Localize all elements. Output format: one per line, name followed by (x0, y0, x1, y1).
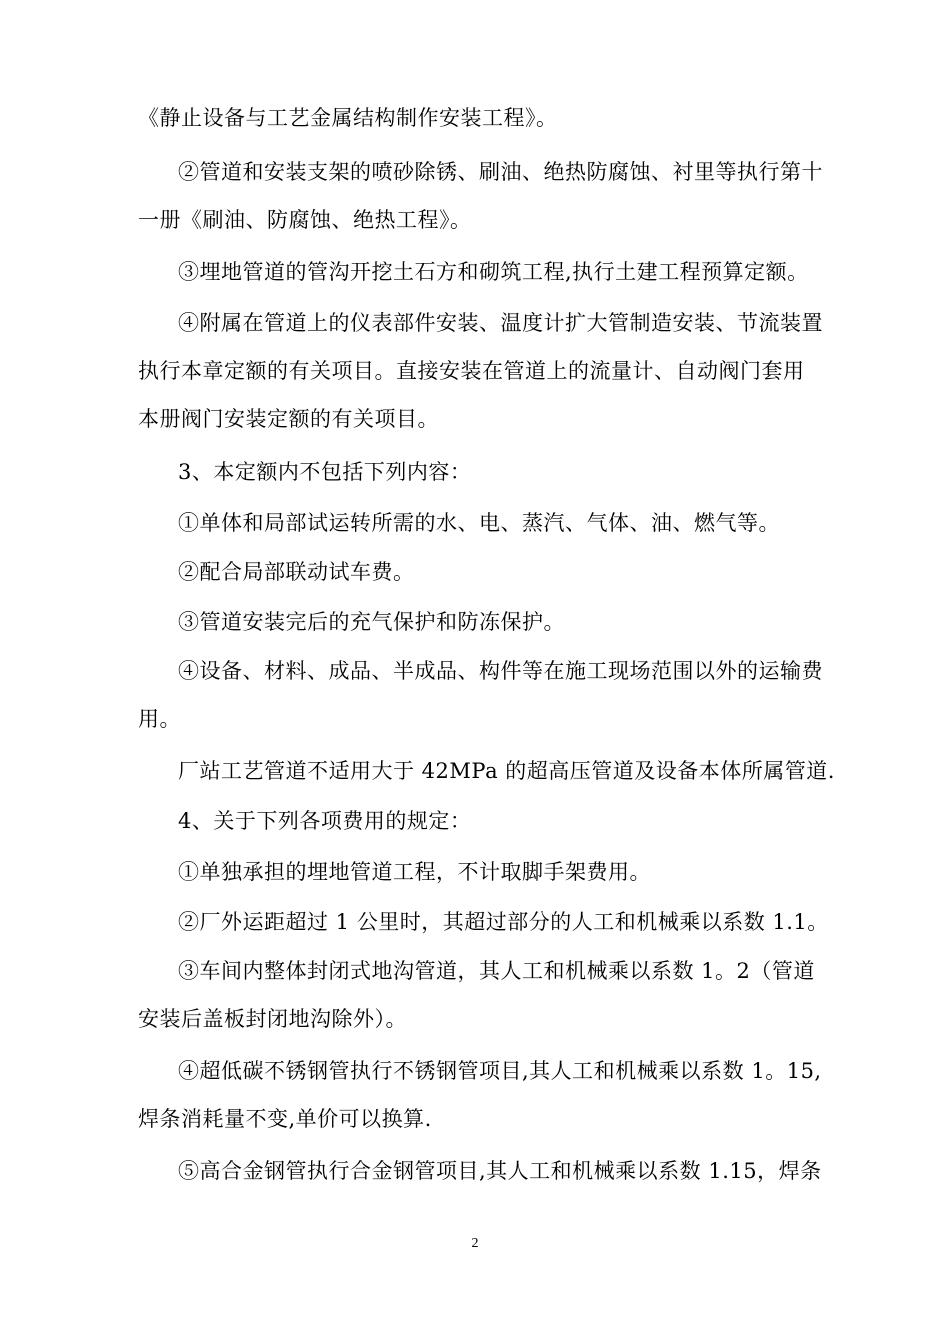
text-line: 4、关于下列各项费用的规定： (178, 809, 472, 833)
text-line: ③埋地管道的管沟开挖土石方和砌筑工程,执行土建工程预算定额。 (178, 260, 809, 284)
text-line: 3、本定额内不包括下列内容： (178, 460, 472, 484)
text-line: 《静止设备与工艺金属结构制作安装工程》。 (138, 106, 558, 130)
text-line: ③管道安装完后的充气保护和防冻保护。 (178, 610, 565, 634)
text-line: 厂站工艺管道不适用大于 42MPa 的超高压管道及设备本体所属管道. (178, 759, 835, 783)
text-line: ①单体和局部试运转所需的水、电、蒸汽、气体、油、燃气等。 (178, 511, 780, 535)
text-line: ②配合局部联动试车费。 (178, 560, 415, 584)
text-line: ②厂外运距超过 1 公里时，其超过部分的人工和机械乘以系数 1.1。 (178, 910, 829, 934)
text-line: ④超低碳不锈钢管执行不锈钢管项目,其人工和机械乘以系数 1。15, (178, 1059, 822, 1083)
text-line: ④设备、材料、成品、半成品、构件等在施工现场范围以外的运输费 (178, 659, 823, 683)
text-line: 一册《刷油、防腐蚀、绝热工程》。 (138, 208, 472, 232)
page-number: 2 (471, 1236, 479, 1251)
text-line: 执行本章定额的有关项目。直接安装在管道上的流量计、自动阀门套用 (138, 359, 805, 383)
text-line: 本册阀门安装定额的有关项目。 (138, 407, 439, 431)
text-line: ①单独承担的埋地管道工程，不计取脚手架费用。 (178, 860, 651, 884)
text-line: ③车间内整体封闭式地沟管道，其人工和机械乘以系数 1。2（管道 (178, 959, 815, 983)
text-line: 安装后盖板封闭地沟除外）。 (138, 1007, 407, 1031)
text-line: ②管道和安装支架的喷砂除锈、刷油、绝热防腐蚀、衬里等执行第十 (178, 160, 823, 184)
text-line: 用。 (138, 707, 181, 731)
text-line: ④附属在管道上的仪表部件安装、温度计扩大管制造安装、节流装置 (178, 311, 823, 335)
text-line: ⑤高合金钢管执行合金钢管项目,其人工和机械乘以系数 1.15，焊条 (178, 1159, 822, 1183)
text-line: 焊条消耗量不变,单价可以换算. (138, 1107, 432, 1131)
